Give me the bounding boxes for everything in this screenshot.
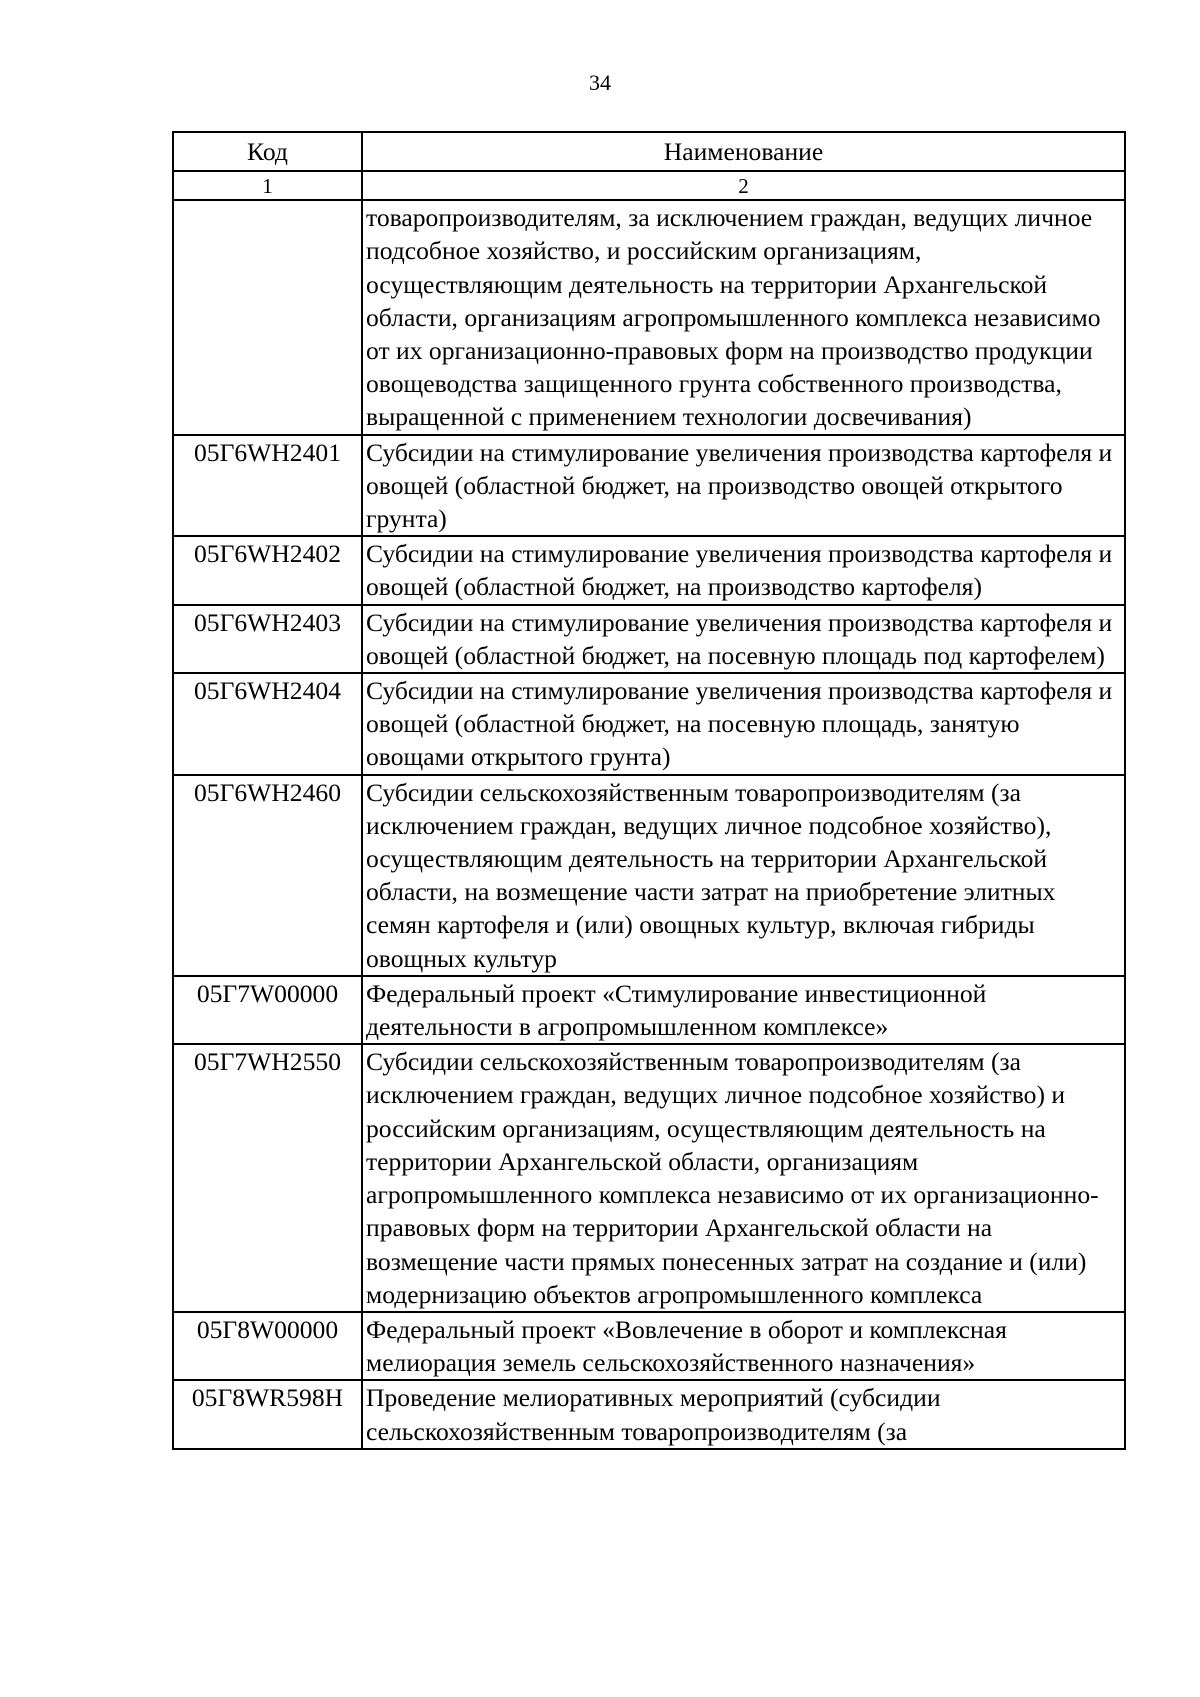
column-number-row [173, 171, 1125, 200]
name-cell: Субсидии на стимулирование увеличения производства картофеля и овощей (областной бюджет, на посевную площадь, занятую овощами открытого грунта) [362, 673, 1125, 775]
code-cell: 05Г6WH2460 [173, 775, 362, 976]
code-cell: 05Г7W00000 [173, 976, 362, 1044]
codes-table [172, 131, 1126, 1450]
code-cell: 05Г8WR598H [173, 1380, 362, 1448]
table-row [173, 536, 1125, 604]
code-cell: 05Г8W00000 [173, 1312, 362, 1380]
name-cell: Субсидии сельскохозяйственным товаропроизводителям (за исключением граждан, ведущих личное подсобное хозяйство) и российским организациям, осуществляющим деятельность на территории Архангельской области, организациям агропромышленного комплекса независимо от их организационно-правовых форм на территории Архангельской области на возмещение части прямых понесенных затрат на создание и (или) модернизацию объектов агропромышленного комплекса [362, 1044, 1125, 1312]
name-cell: Субсидии на стимулирование увеличения производства картофеля и овощей (областной бюджет, на посевную площадь под картофелем) [362, 605, 1125, 673]
table-header [173, 132, 1125, 200]
header-name: Наименование [362, 132, 1125, 171]
code-cell [173, 200, 362, 434]
column-number-code: 1 [173, 171, 362, 200]
name-cell: Федеральный проект «Вовлечение в оборот и комплексная мелиорация земель сельскохозяйственного назначения» [362, 1312, 1125, 1380]
code-cell: 05Г6WH2403 [173, 605, 362, 673]
table-row [173, 435, 1125, 537]
table-row [173, 775, 1125, 976]
code-cell: 05Г6WH2404 [173, 673, 362, 775]
name-cell: Субсидии сельскохозяйственным товаропроизводителям (за исключением граждан, ведущих личное подсобное хозяйство), осуществляющим деятельность на территории Архангельской области, на возмещение части затрат на приобретение элитных семян картофеля и (или) овощных культур, включая гибриды овощных культур [362, 775, 1125, 976]
table-row [173, 976, 1125, 1044]
page-number: 34 [589, 70, 611, 95]
table-body [173, 200, 1125, 1449]
name-cell: Субсидии на стимулирование увеличения производства картофеля и овощей (областной бюджет, на производство овощей открытого грунта) [362, 435, 1125, 537]
table-row [173, 605, 1125, 673]
name-cell: Проведение мелиоративных мероприятий (субсидии сельскохозяйственным товаропроизводителям (за [362, 1380, 1125, 1448]
code-cell: 05Г7WH2550 [173, 1044, 362, 1312]
code-cell: 05Г6WH2402 [173, 536, 362, 604]
table-row [173, 673, 1125, 775]
header-row [173, 132, 1125, 171]
column-number-name: 2 [362, 171, 1125, 200]
code-cell: 05Г6WH2401 [173, 435, 362, 537]
table-row [173, 1380, 1125, 1448]
name-cell: Федеральный проект «Стимулирование инвестиционной деятельности в агропромышленном комплексе» [362, 976, 1125, 1044]
table-row [173, 200, 1125, 434]
name-cell: Субсидии на стимулирование увеличения производства картофеля и овощей (областной бюджет, на производство картофеля) [362, 536, 1125, 604]
header-code: Код [173, 132, 362, 171]
name-cell: товаропроизводителям, за исключением граждан, ведущих личное подсобное хозяйство, и российским организациям, осуществляющим деятельность на территории Архангельской области, организациям агропромышленного комплекса независимо от их организационно-правовых форм на производство продукции овощеводства защищенного грунта собственного производства, выращенной с применением технологии досвечивания) [362, 200, 1125, 434]
table-row [173, 1044, 1125, 1312]
table-row [173, 1312, 1125, 1380]
